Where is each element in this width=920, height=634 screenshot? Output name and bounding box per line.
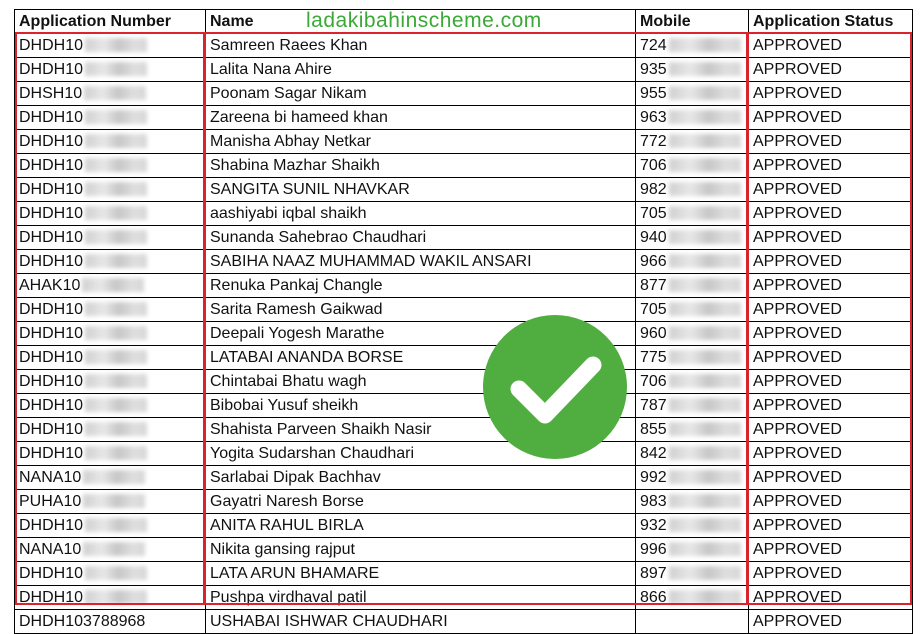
application-status-cell: APPROVED — [749, 442, 913, 466]
mobile-cell — [636, 130, 749, 154]
application-number-cell — [15, 250, 206, 274]
application-status-cell: APPROVED — [749, 394, 913, 418]
mobile-cell — [636, 370, 749, 394]
beneficiary-name-cell: Gayatri Naresh Borse — [206, 490, 636, 514]
application-number-text: NANA10 — [19, 468, 82, 486]
mobile-prefix-text: 935 — [640, 60, 667, 78]
redacted-mobile-digits — [669, 470, 741, 484]
redacted-application-digits — [82, 278, 144, 292]
table-row — [15, 442, 913, 466]
table-row — [15, 394, 913, 418]
application-number-cell — [15, 394, 206, 418]
redacted-mobile-digits — [669, 206, 741, 220]
application-number-cell — [15, 370, 206, 394]
application-status-cell: APPROVED — [749, 34, 913, 58]
application-number-text: DHDH10 — [19, 564, 84, 582]
mobile-prefix-text: 983 — [640, 492, 667, 510]
mobile-cell — [636, 154, 749, 178]
application-number-cell — [15, 130, 206, 154]
table-row — [15, 250, 913, 274]
mobile-cell — [636, 34, 749, 58]
redacted-mobile-digits — [669, 134, 741, 148]
application-number-text: PUHA10 — [19, 492, 82, 510]
table-row — [15, 610, 913, 634]
mobile-prefix-text: 866 — [640, 588, 667, 606]
application-number-text: DHDH10 — [19, 420, 84, 438]
beneficiary-name-cell: Shahista Parveen Shaikh Nasir — [206, 418, 636, 442]
redacted-mobile-digits — [669, 518, 741, 532]
application-number-cell — [15, 442, 206, 466]
mobile-cell — [636, 538, 749, 562]
beneficiary-name-cell: Poonam Sagar Nikam — [206, 82, 636, 106]
application-status-cell: APPROVED — [749, 274, 913, 298]
beneficiary-name-cell: ANITA RAHUL BIRLA — [206, 514, 636, 538]
beneficiary-name-cell: Bibobai Yusuf sheikh — [206, 394, 636, 418]
mobile-cell — [636, 82, 749, 106]
redacted-mobile-digits — [669, 86, 741, 100]
mobile-prefix-text: 955 — [640, 84, 667, 102]
redacted-application-digits — [83, 542, 145, 556]
application-number-cell — [15, 34, 206, 58]
application-status-cell: APPROVED — [749, 418, 913, 442]
beneficiary-name-cell: LATA ARUN BHAMARE — [206, 562, 636, 586]
table-row — [15, 178, 913, 202]
redacted-application-digits — [85, 326, 147, 340]
mobile-prefix-text: 705 — [640, 204, 667, 222]
mobile-cell — [636, 610, 749, 634]
redacted-mobile-digits — [669, 326, 741, 340]
application-number-cell — [15, 178, 206, 202]
mobile-cell — [636, 178, 749, 202]
table-row — [15, 538, 913, 562]
mobile-prefix-text: 724 — [640, 36, 667, 54]
application-status-cell: APPROVED — [749, 226, 913, 250]
application-number-cell — [15, 514, 206, 538]
application-status-cell: APPROVED — [749, 154, 913, 178]
redacted-mobile-digits — [669, 590, 741, 604]
application-status-cell: APPROVED — [749, 346, 913, 370]
redacted-mobile-digits — [669, 350, 741, 364]
application-status-cell: APPROVED — [749, 250, 913, 274]
application-status-cell: APPROVED — [749, 322, 913, 346]
table-row — [15, 298, 913, 322]
application-number-text: DHDH10 — [19, 180, 84, 198]
application-number-text: DHDH10 — [19, 396, 84, 414]
application-number-cell — [15, 298, 206, 322]
application-number-cell — [15, 490, 206, 514]
mobile-prefix-text: 772 — [640, 132, 667, 150]
application-number-text: DHDH10 — [19, 36, 84, 54]
beneficiary-name-cell: Manisha Abhay Netkar — [206, 130, 636, 154]
beneficiary-name-cell: Deepali Yogesh Marathe — [206, 322, 636, 346]
beneficiary-name-cell: Shabina Mazhar Shaikh — [206, 154, 636, 178]
mobile-cell — [636, 562, 749, 586]
table-body — [15, 34, 913, 634]
application-number-cell — [15, 538, 206, 562]
application-number-text: DHDH10 — [19, 156, 84, 174]
redacted-mobile-digits — [669, 158, 741, 172]
application-number-text: DHSH10 — [19, 84, 83, 102]
application-number-text: DHDH103788968 — [19, 612, 146, 630]
beneficiary-name-cell: Yogita Sudarshan Chaudhari — [206, 442, 636, 466]
mobile-cell — [636, 586, 749, 610]
beneficiary-name-cell: Nikita gansing rajput — [206, 538, 636, 562]
application-status-cell: APPROVED — [749, 58, 913, 82]
mobile-prefix-text: 940 — [640, 228, 667, 246]
header-application-number: Application Number — [15, 10, 206, 34]
application-number-cell — [15, 562, 206, 586]
mobile-prefix-text: 855 — [640, 420, 667, 438]
mobile-prefix-text: 706 — [640, 156, 667, 174]
mobile-prefix-text: 960 — [640, 324, 667, 342]
table-row — [15, 202, 913, 226]
table-row — [15, 154, 913, 178]
mobile-cell — [636, 274, 749, 298]
application-status-cell: APPROVED — [749, 586, 913, 610]
application-number-cell — [15, 154, 206, 178]
redacted-mobile-digits — [669, 62, 741, 76]
beneficiary-name-cell: SANGITA SUNIL NHAVKAR — [206, 178, 636, 202]
application-number-text: DHDH10 — [19, 132, 84, 150]
table-row — [15, 490, 913, 514]
redacted-application-digits — [85, 302, 147, 316]
redacted-application-digits — [85, 38, 147, 52]
mobile-cell — [636, 346, 749, 370]
redacted-application-digits — [85, 110, 147, 124]
redacted-application-digits — [85, 230, 147, 244]
mobile-prefix-text: 775 — [640, 348, 667, 366]
application-number-cell — [15, 82, 206, 106]
redacted-mobile-digits — [669, 398, 741, 412]
mobile-prefix-text: 992 — [640, 468, 667, 486]
mobile-prefix-text: 787 — [640, 396, 667, 414]
application-number-cell — [15, 610, 206, 634]
table-row — [15, 370, 913, 394]
redacted-application-digits — [85, 350, 147, 364]
application-number-cell — [15, 226, 206, 250]
mobile-prefix-text: 996 — [640, 540, 667, 558]
table-row — [15, 226, 913, 250]
redacted-application-digits — [85, 182, 147, 196]
redacted-mobile-digits — [669, 230, 741, 244]
application-number-cell — [15, 322, 206, 346]
mobile-prefix-text: 897 — [640, 564, 667, 582]
table-row — [15, 130, 913, 154]
mobile-cell — [636, 298, 749, 322]
mobile-prefix-text: 842 — [640, 444, 667, 462]
application-number-cell — [15, 202, 206, 226]
mobile-cell — [636, 442, 749, 466]
application-number-cell — [15, 418, 206, 442]
redacted-application-digits — [85, 158, 147, 172]
application-number-text: DHDH10 — [19, 60, 84, 78]
application-number-text: DHDH10 — [19, 372, 84, 390]
application-number-cell — [15, 106, 206, 130]
table-row — [15, 322, 913, 346]
mobile-cell — [636, 250, 749, 274]
beneficiary-name-cell: SABIHA NAAZ MUHAMMAD WAKIL ANSARI — [206, 250, 636, 274]
mobile-cell — [636, 394, 749, 418]
application-status-cell: APPROVED — [749, 130, 913, 154]
application-number-cell — [15, 586, 206, 610]
header-application-status: Application Status — [749, 10, 913, 34]
table-row — [15, 562, 913, 586]
beneficiary-name-cell: Lalita Nana Ahire — [206, 58, 636, 82]
redacted-mobile-digits — [669, 446, 741, 460]
redacted-application-digits — [83, 494, 145, 508]
application-number-cell — [15, 466, 206, 490]
table-row — [15, 82, 913, 106]
application-status-cell: APPROVED — [749, 202, 913, 226]
application-number-text: DHDH10 — [19, 108, 84, 126]
beneficiary-name-cell: Sunanda Sahebrao Chaudhari — [206, 226, 636, 250]
application-number-text: DHDH10 — [19, 516, 84, 534]
mobile-prefix-text: 932 — [640, 516, 667, 534]
application-status-cell: APPROVED — [749, 610, 913, 634]
redacted-mobile-digits — [669, 566, 741, 580]
application-number-text: DHDH10 — [19, 588, 84, 606]
mobile-cell — [636, 58, 749, 82]
site-watermark: ladakibahinscheme.com — [306, 9, 542, 32]
mobile-prefix-text: 705 — [640, 300, 667, 318]
redacted-application-digits — [85, 518, 147, 532]
application-number-text: DHDH10 — [19, 228, 84, 246]
mobile-cell — [636, 106, 749, 130]
mobile-cell — [636, 418, 749, 442]
application-status-cell: APPROVED — [749, 538, 913, 562]
redacted-application-digits — [85, 446, 147, 460]
redacted-application-digits — [85, 590, 147, 604]
application-number-text: AHAK10 — [19, 276, 81, 294]
redacted-application-digits — [85, 566, 147, 580]
beneficiary-name-cell: USHABAI ISHWAR CHAUDHARI — [206, 610, 636, 634]
application-status-cell: APPROVED — [749, 370, 913, 394]
application-number-text: DHDH10 — [19, 348, 84, 366]
application-number-text: DHDH10 — [19, 444, 84, 462]
redacted-application-digits — [84, 86, 146, 100]
redacted-mobile-digits — [669, 278, 741, 292]
application-number-text: NANA10 — [19, 540, 82, 558]
redacted-mobile-digits — [669, 542, 741, 556]
application-number-text: DHDH10 — [19, 300, 84, 318]
redacted-mobile-digits — [669, 38, 741, 52]
redacted-application-digits — [85, 374, 147, 388]
beneficiary-name-cell: Renuka Pankaj Changle — [206, 274, 636, 298]
redacted-mobile-digits — [669, 374, 741, 388]
application-number-cell — [15, 346, 206, 370]
redacted-application-digits — [85, 398, 147, 412]
redacted-mobile-digits — [669, 110, 741, 124]
beneficiary-name-cell: Chintabai Bhatu wagh — [206, 370, 636, 394]
application-number-cell — [15, 274, 206, 298]
redacted-mobile-digits — [669, 494, 741, 508]
redacted-mobile-digits — [669, 422, 741, 436]
application-status-cell: APPROVED — [749, 490, 913, 514]
mobile-prefix-text: 982 — [640, 180, 667, 198]
redacted-mobile-digits — [669, 182, 741, 196]
beneficiary-name-cell: Zareena bi hameed khan — [206, 106, 636, 130]
redacted-mobile-digits — [669, 302, 741, 316]
mobile-cell — [636, 202, 749, 226]
beneficiary-name-cell: LATABAI ANANDA BORSE — [206, 346, 636, 370]
mobile-prefix-text: 963 — [640, 108, 667, 126]
redacted-application-digits — [85, 206, 147, 220]
mobile-cell — [636, 466, 749, 490]
table-row — [15, 514, 913, 538]
application-number-text: DHDH10 — [19, 324, 84, 342]
application-status-cell: APPROVED — [749, 466, 913, 490]
application-status-cell: APPROVED — [749, 178, 913, 202]
beneficiary-name-cell: Sarlabai Dipak Bachhav — [206, 466, 636, 490]
table-row — [15, 274, 913, 298]
beneficiary-name-cell: aashiyabi iqbal shaikh — [206, 202, 636, 226]
table-row — [15, 466, 913, 490]
table-row — [15, 34, 913, 58]
checkmark-circle-icon — [483, 315, 627, 459]
beneficiary-table — [14, 9, 913, 634]
application-status-cell: APPROVED — [749, 562, 913, 586]
mobile-cell — [636, 322, 749, 346]
table-row — [15, 586, 913, 610]
table-row — [15, 346, 913, 370]
beneficiary-name-cell: Sarita Ramesh Gaikwad — [206, 298, 636, 322]
application-number-text: DHDH10 — [19, 204, 84, 222]
beneficiary-name-cell: Pushpa virdhaval patil — [206, 586, 636, 610]
application-status-cell: APPROVED — [749, 82, 913, 106]
mobile-cell — [636, 490, 749, 514]
table-row — [15, 58, 913, 82]
mobile-cell — [636, 226, 749, 250]
mobile-cell — [636, 514, 749, 538]
redacted-application-digits — [85, 422, 147, 436]
redacted-mobile-digits — [669, 254, 741, 268]
application-number-text: DHDH10 — [19, 252, 84, 270]
mobile-prefix-text: 966 — [640, 252, 667, 270]
mobile-prefix-text: 706 — [640, 372, 667, 390]
redacted-application-digits — [85, 62, 147, 76]
redacted-application-digits — [85, 254, 147, 268]
redacted-application-digits — [85, 134, 147, 148]
application-status-cell: APPROVED — [749, 106, 913, 130]
header-name: Name — [206, 10, 636, 34]
application-status-cell: APPROVED — [749, 514, 913, 538]
redacted-application-digits — [83, 470, 145, 484]
application-number-cell — [15, 58, 206, 82]
table-row — [15, 106, 913, 130]
table-row — [15, 418, 913, 442]
beneficiary-name-cell: Samreen Raees Khan — [206, 34, 636, 58]
application-status-cell: APPROVED — [749, 298, 913, 322]
mobile-prefix-text: 877 — [640, 276, 667, 294]
header-mobile: Mobile — [636, 10, 749, 34]
